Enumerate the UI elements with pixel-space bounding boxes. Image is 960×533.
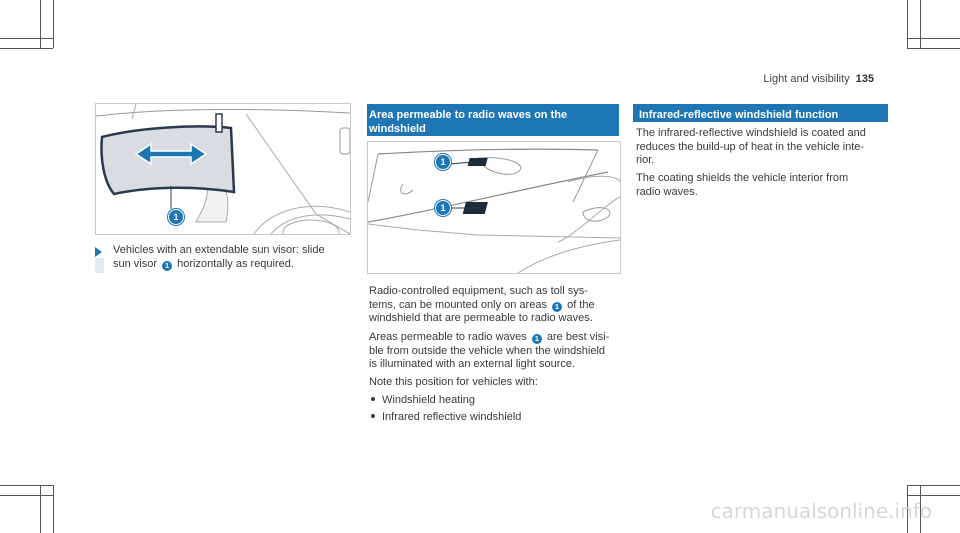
crop-mark <box>53 0 54 48</box>
text-fragment: Areas permeable to radio waves <box>369 331 527 343</box>
coating-paragraph <box>636 172 891 199</box>
text-fragment: are best visi- <box>546 331 610 343</box>
text-line: The infrared-reflective windshield is coated and <box>636 127 866 139</box>
section-heading-infrared: Infrared-reflective windshield function <box>633 104 888 122</box>
crop-mark <box>907 38 960 39</box>
text-line: The coating shields the vehicle interior from <box>636 172 849 184</box>
figure-callout: 1 <box>435 154 451 170</box>
bullet-dot <box>371 397 375 401</box>
callout-badge: 1 <box>162 261 172 271</box>
heading-line: windshield <box>369 123 426 135</box>
text-line <box>369 299 624 313</box>
crop-mark <box>920 0 921 48</box>
crop-mark <box>40 485 41 533</box>
text-fragment: sun visor <box>113 257 158 270</box>
text-line: ble from outside the vehicle when the windshield <box>369 344 606 357</box>
text-line: is illuminated with an external light source. <box>369 358 576 370</box>
text-line: Vehicles with an extendable sun visor: slide <box>113 244 325 256</box>
crop-mark <box>907 0 908 48</box>
section-title: Light and visibility <box>763 73 850 85</box>
visor-instruction <box>113 244 353 271</box>
list-item <box>371 411 521 423</box>
text-fragment: of the <box>567 298 595 311</box>
section-heading-radio-waves <box>367 104 619 136</box>
crop-mark <box>40 0 41 48</box>
text-line: reduces the build-up of heat in the vehicle inte- <box>636 140 865 153</box>
text-fragment: horizontally as required. <box>177 257 294 270</box>
infrared-paragraph <box>636 127 891 168</box>
figure-callout: 1 <box>435 200 451 216</box>
text-line <box>369 331 624 345</box>
callout-badge: 1 <box>532 334 542 344</box>
bullet-dot <box>371 414 375 418</box>
crop-mark <box>0 48 53 49</box>
text-line: Radio-controlled equipment, such as toll sys- <box>369 285 588 297</box>
heading-line: Area permeable to radio waves on the <box>369 109 568 121</box>
figure-callout: 1 <box>168 209 184 225</box>
windshield-illustration <box>367 141 621 274</box>
callout-badge: 1 <box>552 302 562 312</box>
text-fragment: tems, can be mounted only on areas <box>369 298 547 311</box>
text-line: rior. <box>636 154 655 166</box>
text-line <box>113 258 353 272</box>
bullet-bar <box>95 258 104 273</box>
visibility-paragraph <box>369 331 624 372</box>
text-line: windshield that are permeable to radio waves. <box>369 312 593 324</box>
sun-visor-illustration <box>95 103 351 235</box>
note-paragraph: Note this position for vehicles with: <box>369 376 538 388</box>
crop-mark <box>0 485 53 486</box>
crop-mark <box>907 485 960 486</box>
bullet-arrow-icon <box>95 247 102 257</box>
radio-equipment-paragraph <box>369 285 624 326</box>
list-item-text: Infrared reflective windshield <box>382 411 522 423</box>
text-line: radio waves. <box>636 185 698 198</box>
list-item-text: Windshield heating <box>382 394 475 406</box>
crop-mark <box>907 48 960 49</box>
crop-mark <box>53 485 54 533</box>
crop-mark <box>0 495 53 496</box>
crop-mark <box>0 38 53 39</box>
page-number: 135 <box>855 73 874 85</box>
watermark: carmanualsonline.info <box>710 499 932 523</box>
list-item <box>371 394 475 406</box>
crop-mark <box>907 495 960 496</box>
running-header <box>763 73 874 85</box>
